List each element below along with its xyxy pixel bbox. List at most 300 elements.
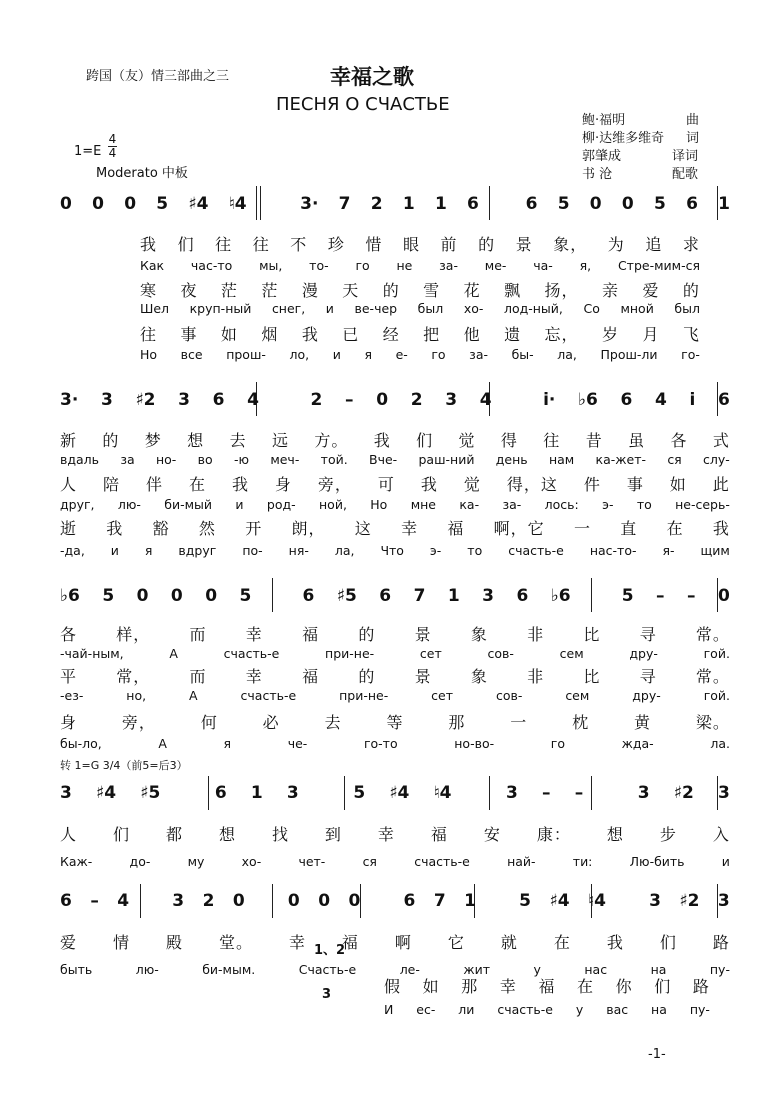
lyric-token: был (674, 301, 700, 316)
notation-line (60, 782, 730, 804)
lyric-token: был (417, 301, 444, 316)
lyric-token: 我 (373, 431, 391, 450)
lyric-token: день (495, 452, 528, 467)
note-token: 5 (239, 586, 252, 606)
lyric-token: 安 (483, 825, 501, 844)
lyric-token: 就 (500, 933, 518, 952)
lyric-token: гой. (703, 646, 730, 661)
lyric-token: при-не- (325, 646, 375, 661)
lyric-token: 梦 (144, 431, 162, 450)
note-token: 0 (287, 891, 300, 911)
note-token: 4 (479, 390, 492, 410)
lyric-token: 们 (112, 825, 130, 844)
note-token: 6 (379, 586, 392, 606)
lyric-token: 飞 (682, 325, 700, 344)
lyric-line-ru (60, 543, 730, 558)
note-token: 5 (557, 194, 570, 214)
lyric-token: той. (320, 452, 348, 467)
lyric-token: дру- (632, 688, 661, 703)
lyric-token: 幸 (288, 933, 306, 952)
lyric-token: 们 (416, 431, 434, 450)
lyric-token: вас (606, 1002, 629, 1017)
lyric-token: 人 (60, 825, 78, 844)
lyric-token: и (721, 854, 730, 869)
lyric-token: 我 (606, 933, 624, 952)
lyric-token: 康： (536, 825, 571, 844)
lyric-token: при-не- (339, 688, 389, 703)
lyric-token: 开 (245, 519, 263, 538)
lyric-token: Стре-мим-ся (617, 258, 700, 273)
lyric-token: хо- (463, 301, 484, 316)
lyric-token: 遗 (504, 325, 522, 344)
tempo-marking: Moderato 中板 (96, 166, 188, 181)
lyric-token: 那 (448, 713, 466, 732)
lyric-token: 飘 (504, 281, 522, 300)
lyric-token: е- (395, 347, 408, 362)
time-signature (108, 133, 117, 160)
note-token: 3 (506, 783, 518, 803)
lyric-token: 如 (220, 325, 238, 344)
lyric-token: 月 (642, 325, 660, 344)
lyric-token: ла, (334, 543, 355, 558)
note-token: 1 (434, 194, 447, 214)
lyric-token: у (575, 1002, 584, 1017)
note-token: i (689, 390, 696, 410)
lyric-token: 觉 (463, 475, 481, 494)
note-token: 0 (621, 194, 634, 214)
lyric-token: 烟 (261, 325, 279, 344)
lyric-token: Лю-бить (629, 854, 685, 869)
lyric-token: 旁， (317, 475, 352, 494)
lyric-token: 啊，它 (493, 519, 545, 538)
note-token: 0 (60, 194, 72, 214)
lyric-token: 事 (626, 475, 644, 494)
note-token: ♭6 (60, 586, 80, 606)
note-token: 7 (433, 891, 446, 911)
lyric-token: вдруг (178, 543, 217, 558)
note-token: 6 (60, 891, 72, 911)
lyric-token: би-мым. (202, 962, 256, 977)
lyric-token: 想 (218, 825, 236, 844)
note-token: 3· (300, 194, 319, 214)
lyric-token: все (180, 347, 203, 362)
lyric-token: 福 (430, 825, 448, 844)
lyric-token: сет (419, 646, 442, 661)
lyric-token: А (158, 736, 167, 751)
lyric-token: 幸 (245, 625, 263, 644)
lyric-token: счасть-е (508, 543, 564, 558)
lyric-line-ru (60, 646, 730, 661)
key-label: 1=E (74, 144, 102, 159)
lyric-token: меч- (270, 452, 300, 467)
lyric-line-zh (60, 710, 730, 733)
note-token: 1 (447, 586, 460, 606)
lyric-token: 我 (420, 475, 438, 494)
lyric-token: 非 (527, 667, 545, 686)
time-sig-top: 4 (108, 132, 117, 146)
lyric-token: я (364, 347, 372, 362)
lyric-token: Вче- (369, 452, 398, 467)
lyric-token: 而 (189, 625, 207, 644)
lyric-token: 到 (324, 825, 342, 844)
note-token: – (574, 783, 584, 803)
lyric-token: ес- (416, 1002, 436, 1017)
lyric-token: ся (362, 854, 377, 869)
note-token: 5 (102, 586, 115, 606)
lyric-token: 如 (422, 977, 440, 996)
lyric-line-zh (60, 664, 730, 687)
lyric-token: ка- (459, 497, 480, 512)
lyric-token: ли (458, 1002, 475, 1017)
lyric-line-ru (60, 736, 730, 751)
lyric-token: Прош-ли (600, 347, 658, 362)
lyric-token: 此 (712, 475, 730, 494)
lyric-token: сов- (487, 646, 514, 661)
lyric-token: 常。 (695, 667, 730, 686)
note-token: i· (543, 390, 556, 410)
lyric-token: 幸 (245, 667, 263, 686)
lyric-token: 常。 (695, 625, 730, 644)
lyric-token: 各 (60, 625, 78, 644)
lyric-token: сем (565, 688, 590, 703)
credit-name: 郭肇成 (582, 149, 622, 164)
lyric-token: 必 (262, 713, 280, 732)
lyric-token: у (533, 962, 541, 977)
lyric-token: раш-ний (418, 452, 475, 467)
note-token: 3 (60, 783, 72, 803)
lyric-line-zh (384, 974, 710, 997)
lyric-token: жит (463, 962, 491, 977)
lyric-token: 昔 (585, 431, 603, 450)
notation-line (60, 890, 730, 912)
lyric-token: 爱 (642, 281, 660, 300)
lyric-token: 追 (645, 235, 663, 254)
lyric-token: то (467, 543, 483, 558)
lyric-token: 福 (341, 933, 359, 952)
lyric-token: 你 (615, 977, 633, 996)
lyric-token: и (332, 347, 341, 362)
lyric-token: 样， (116, 625, 151, 644)
note-token: ♭6 (550, 586, 571, 606)
lyric-token: 得，这 (506, 475, 558, 494)
note-token: 7 (413, 586, 426, 606)
lyric-token: 景 (515, 235, 533, 254)
lyric-token: 眼 (402, 235, 420, 254)
lyric-token: нам (548, 452, 575, 467)
note-token: 4 (117, 891, 130, 911)
lyric-token: 在 (553, 933, 571, 952)
lyric-token: -ю (233, 452, 249, 467)
lyric-token: но- (155, 452, 177, 467)
lyric-token: вдаль (60, 452, 100, 467)
lyric-token: 往 (543, 431, 561, 450)
lyric-token: го-то (363, 736, 398, 751)
note-token: 5 (156, 194, 169, 214)
lyric-token: лю- (117, 497, 141, 512)
lyric-token: на (651, 1002, 667, 1017)
note-token: ♯5 (336, 586, 357, 606)
lyric-token: А (189, 688, 198, 703)
lyric-token: и (325, 301, 334, 316)
lyric-token: 去 (324, 713, 342, 732)
lyric-token: 象， (553, 235, 588, 254)
lyric-token: 往 (252, 235, 270, 254)
lyric-token: 如 (669, 475, 687, 494)
lyric-token: 我 (712, 519, 730, 538)
lyric-token: 我 (231, 475, 249, 494)
lyric-token: 的 (358, 667, 376, 686)
lyric-token: И (384, 1002, 394, 1017)
lyric-token: Шел (140, 301, 170, 316)
lyric-token: 我 (140, 235, 158, 254)
lyric-token: нас-то- (589, 543, 637, 558)
lyric-line-ru (60, 688, 730, 703)
lyric-token: лю- (135, 962, 159, 977)
lyric-line-ru (60, 452, 730, 467)
lyric-token: 把 (423, 325, 441, 344)
lyric-token: ле- (399, 962, 420, 977)
key-signature (74, 145, 101, 158)
lyric-line-zh (140, 322, 700, 345)
lyric-token: за- (502, 497, 522, 512)
note-token: 3 (178, 390, 191, 410)
lyric-token: 事 (180, 325, 198, 344)
lyric-token: 他 (463, 325, 481, 344)
lyric-token: ла. (710, 736, 730, 751)
note-token: 2 (310, 390, 323, 410)
lyric-token: 寒 (140, 281, 158, 300)
lyric-token: 景 (414, 625, 432, 644)
lyric-token: ве-чер (354, 301, 398, 316)
note-token: 0 (589, 194, 602, 214)
note-token: 3 (717, 891, 730, 911)
lyric-token: ка-жет- (595, 452, 646, 467)
lyric-token: 茫 (220, 281, 238, 300)
lyric-token: 的 (682, 281, 700, 300)
lyric-token: я (144, 543, 153, 558)
lyric-token: 福 (447, 519, 465, 538)
note-token: 0 (205, 586, 218, 606)
lyric-token: 身 (274, 475, 292, 494)
lyric-token: нас (584, 962, 608, 977)
lyric-token: 式 (712, 431, 730, 450)
lyric-token: 去 (229, 431, 247, 450)
note-token: 3 (286, 783, 299, 803)
lyric-token: 幸 (401, 519, 419, 538)
lyric-token: 珍 (327, 235, 345, 254)
note-token: 1 (718, 194, 730, 214)
note-token: 3 (482, 586, 495, 606)
lyric-token: 然 (198, 519, 216, 538)
lyric-token: сем (559, 646, 584, 661)
note-token: 3 (445, 390, 458, 410)
note-token: 6 (403, 891, 416, 911)
note-token: 6 (516, 586, 529, 606)
lyric-token: 何 (200, 713, 218, 732)
lyric-token: 找 (271, 825, 289, 844)
note-token: 6 (467, 194, 479, 214)
lyric-token: 豁 (152, 519, 170, 538)
lyric-token: бы-ло, (60, 736, 102, 751)
lyric-token: 我 (106, 519, 124, 538)
lyric-token: 我 (301, 325, 319, 344)
lyric-token: бы- (511, 347, 534, 362)
note-token: 2 (370, 194, 383, 214)
note-token: 7 (338, 194, 351, 214)
lyric-token: 啊 (394, 933, 412, 952)
lyric-token: 得 (500, 431, 518, 450)
lyric-token: 寻 (639, 625, 657, 644)
lyric-token: го- (681, 347, 700, 362)
lyric-token: 各 (670, 431, 688, 450)
lyric-token: 黄 (634, 713, 652, 732)
lyric-token: лось: (544, 497, 579, 512)
lyric-token: быть (60, 962, 93, 977)
note-token: 4 (655, 390, 667, 410)
lyric-line-ru (60, 497, 730, 512)
lyric-line-zh (60, 516, 730, 539)
note-token: ♮4 (588, 891, 606, 911)
lyric-token: ся (667, 452, 682, 467)
note-token: 2 (202, 891, 215, 911)
note-token: 3 (637, 783, 650, 803)
lyric-token: 觉 (458, 431, 476, 450)
lyric-token: друг, (60, 497, 95, 512)
note-token: 3 (718, 783, 730, 803)
lyric-token: Но (140, 347, 158, 362)
note-token: ♮4 (228, 194, 247, 214)
lyric-token: ня- (288, 543, 309, 558)
lyric-token: ной, (319, 497, 347, 512)
note-token: 5 (621, 586, 634, 606)
note-token: 6 (525, 194, 538, 214)
lyric-line-ru (140, 258, 700, 273)
lyric-token: най- (507, 854, 536, 869)
lyric-token: 陪 (102, 475, 120, 494)
lyric-token: 逝 (60, 519, 78, 538)
lyric-token: круп-ный (189, 301, 252, 316)
lyric-line-zh (60, 472, 730, 495)
lyric-token: счасть-е (223, 646, 280, 661)
note-token: 1 (250, 783, 263, 803)
lyric-token: 那 (461, 977, 479, 996)
lyric-token: 虽 (628, 431, 646, 450)
credit-role: 词 (686, 131, 700, 146)
lyric-token: 在 (666, 519, 684, 538)
lyric-token: 扬， (544, 281, 579, 300)
note-token: – (687, 586, 696, 606)
lyric-token: 忘， (544, 325, 579, 344)
lyric-token: я- (662, 543, 675, 558)
lyric-token: но, (126, 688, 147, 703)
lyric-token: 景 (414, 667, 432, 686)
note-token: 6 (620, 390, 633, 410)
lyric-line-zh (60, 428, 730, 451)
note-token: ♯4 (389, 783, 410, 803)
lyric-token: 雪 (423, 281, 441, 300)
lyric-token: Со (583, 301, 600, 316)
lyric-token: 等 (386, 713, 404, 732)
note-token: 5 (519, 891, 531, 911)
lyric-token: 枕 (572, 713, 590, 732)
lyric-token: мы, (259, 258, 283, 273)
verse-mark: 1、2 (314, 943, 346, 958)
lyric-token: 们 (654, 977, 672, 996)
lyric-token: 花 (463, 281, 481, 300)
lyric-token: Как (140, 258, 165, 273)
note-token: ♯2 (679, 891, 700, 911)
lyric-token: 人 (60, 475, 78, 494)
lyric-token: 象 (470, 625, 488, 644)
time-sig-bottom: 4 (108, 146, 117, 160)
lyric-token: я, (579, 258, 592, 273)
lyric-line-zh (140, 278, 700, 301)
lyric-token: 入 (712, 825, 730, 844)
lyric-token: 寻 (639, 667, 657, 686)
lyric-token: ча- (533, 258, 553, 273)
credit-role: 译词 (672, 149, 699, 164)
lyric-token: 们 (659, 933, 677, 952)
note-token: 0 (170, 586, 183, 606)
lyric-token: 一 (573, 519, 591, 538)
lyric-token: -да, (60, 543, 85, 558)
lyric-token: мне (410, 497, 436, 512)
lyric-token: 常， (116, 667, 151, 686)
lyric-token: 幸 (499, 977, 517, 996)
lyric-token: прош- (226, 347, 266, 362)
credit-role: 曲 (686, 113, 700, 128)
lyric-token: 可 (377, 475, 395, 494)
lyric-token: 的 (382, 281, 400, 300)
lyric-token: то (636, 497, 652, 512)
lyric-token: 们 (177, 235, 195, 254)
lyric-token: лод-ный, (503, 301, 563, 316)
note-token: 3 (100, 390, 113, 410)
lyric-token: за- (469, 347, 488, 362)
note-token: ♭6 (578, 390, 598, 410)
lyric-token: го (550, 736, 565, 751)
note-token: 3· (60, 390, 79, 410)
lyric-token: за (120, 452, 135, 467)
lyric-token: 直 (620, 519, 638, 538)
lyric-token: 非 (527, 625, 545, 644)
lyric-token: 想 (606, 825, 624, 844)
note-token: – (656, 586, 665, 606)
lyric-token: 天 (342, 281, 360, 300)
lyric-token: 夜 (180, 281, 198, 300)
lyric-line-zh (60, 930, 730, 953)
note-token: ♮4 (433, 783, 452, 803)
note-token: ♯4 (549, 891, 570, 911)
note-token: 5 (653, 194, 666, 214)
lyric-line-zh (140, 232, 700, 255)
lyric-token: 往 (215, 235, 233, 254)
lyric-token: пу- (689, 1002, 710, 1017)
lyric-token: ти: (572, 854, 593, 869)
lyric-token: 经 (382, 325, 400, 344)
note-token: 2 (410, 390, 423, 410)
page-subtitle: ПЕСНЯ О СЧАСТЬЕ (276, 94, 450, 115)
modulation-marking: 转 1=G 3/4（前5=后3） (60, 759, 188, 772)
lyric-token: род- (266, 497, 296, 512)
lyric-token: ждa- (621, 736, 654, 751)
lyric-token: 堂。 (218, 933, 253, 952)
lyric-token: Каж- (60, 854, 93, 869)
notation-line (60, 193, 730, 215)
lyric-token: Счасть-е (298, 962, 357, 977)
lyric-token: ме- (484, 258, 507, 273)
lyric-token: но-во- (454, 736, 495, 751)
